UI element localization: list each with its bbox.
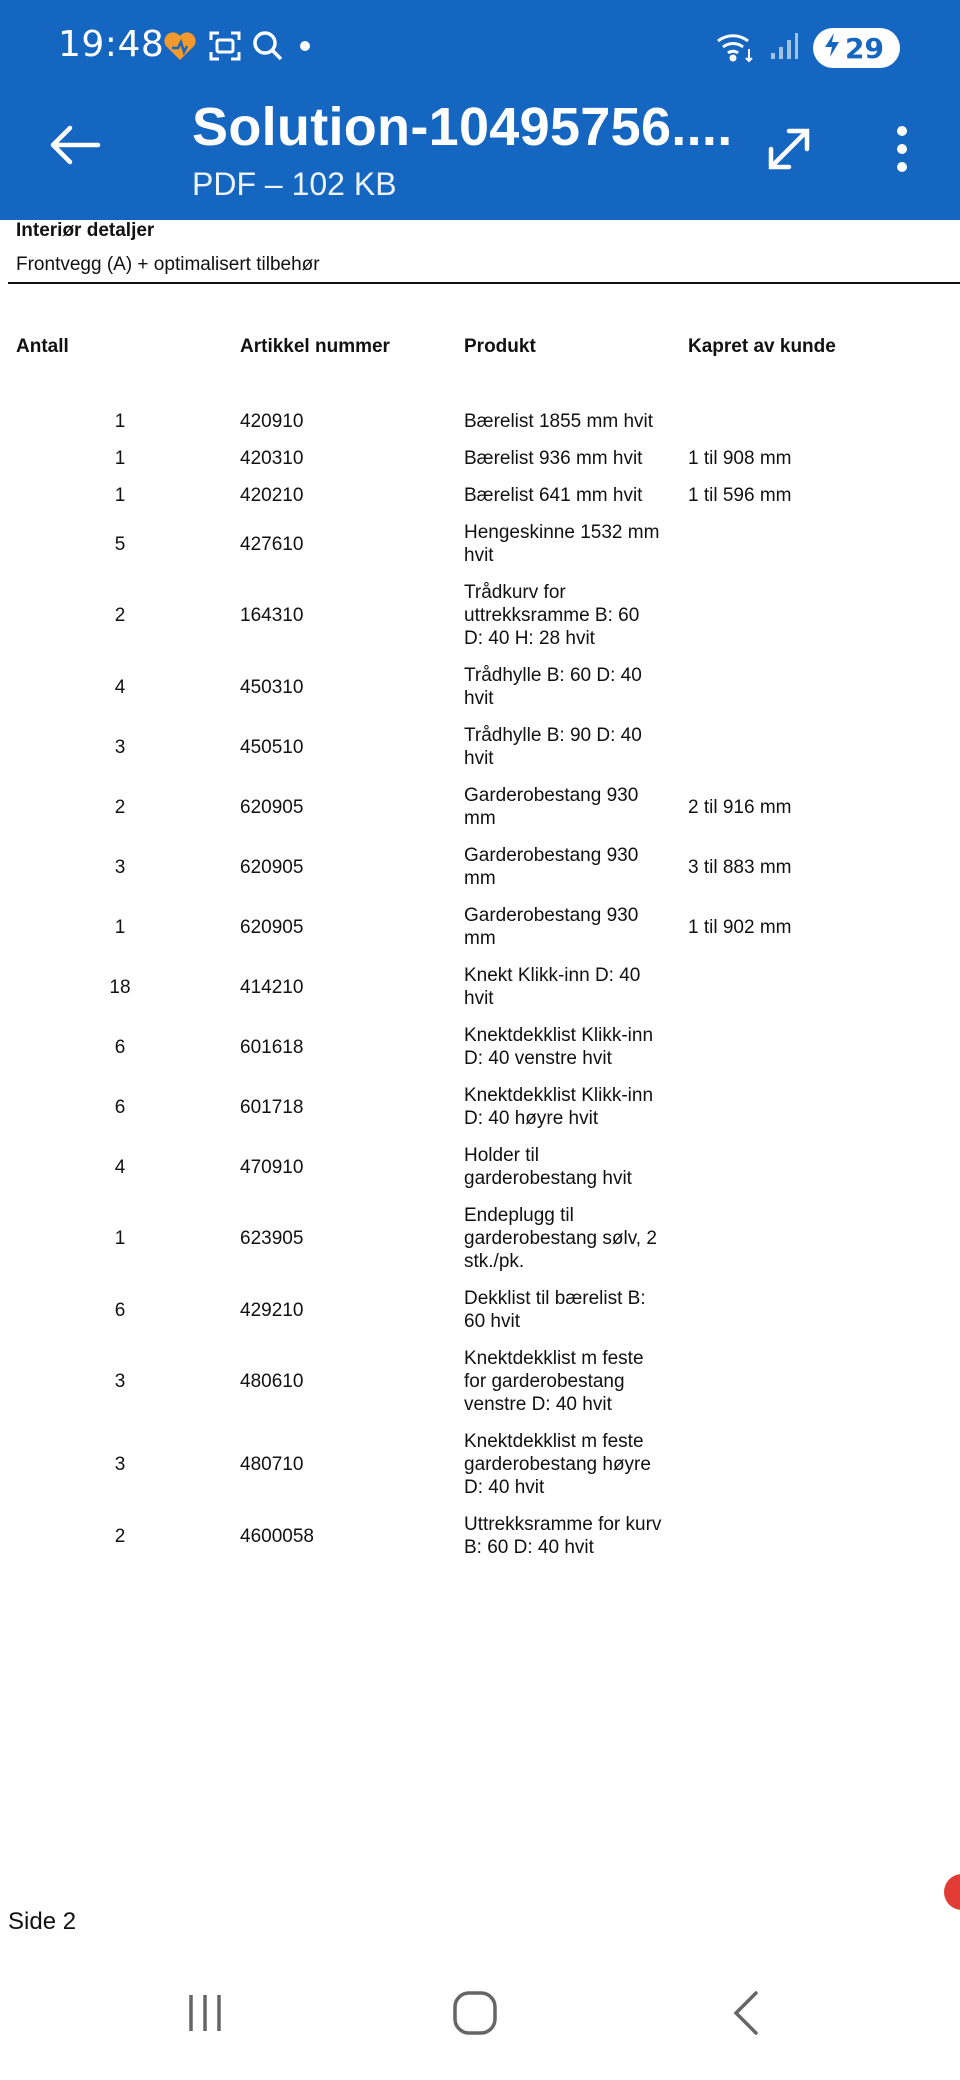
- row-qty: 18: [109, 976, 131, 998]
- row-product-line: garderobestang hvit: [464, 1168, 632, 1189]
- row-article: 620905: [240, 796, 304, 818]
- table-row: [0, 1084, 960, 1130]
- row-article: 601618: [240, 1036, 304, 1058]
- row-qty: 1: [114, 448, 126, 469]
- row-qty: 1: [114, 1228, 126, 1249]
- row-qty: 4: [114, 676, 126, 698]
- status-bar: [0, 0, 960, 95]
- expand-button[interactable]: [752, 114, 826, 188]
- row-cut: 1 til 596 mm: [688, 485, 792, 506]
- row-article: 480710: [240, 1454, 304, 1475]
- row-product-line: D: 40 venstre hvit: [464, 1048, 612, 1069]
- row-product: [464, 410, 679, 433]
- row-product-line: garderobestang sølv, 2: [464, 1228, 657, 1249]
- row-qty: 3: [114, 1371, 126, 1392]
- row-article: 4600058: [240, 1525, 314, 1547]
- row-product-line: Garderobestang 930: [464, 845, 639, 866]
- wifi-icon: [715, 29, 755, 68]
- section-subtitle: Frontvegg (A) + optimalisert tilbehør: [16, 254, 320, 275]
- header-article: Artikkel nummer: [240, 336, 390, 357]
- navigation-bar: [0, 1950, 960, 2080]
- header-cut: Kapret av kunde: [688, 336, 836, 357]
- dot-icon: [294, 35, 316, 62]
- row-qty: 1: [114, 916, 126, 938]
- row-qty: 4: [114, 1156, 126, 1178]
- row-product: [464, 784, 679, 830]
- table-row: [0, 521, 960, 567]
- row-product-line: D: 40 høyre hvit: [464, 1108, 599, 1129]
- table-row: [0, 784, 960, 830]
- table-row: [0, 484, 960, 507]
- row-qty: 3: [114, 856, 126, 878]
- row-article: 450310: [240, 676, 304, 698]
- row-cut: 1 til 902 mm: [688, 916, 792, 938]
- row-product-line: D: 40 hvit: [464, 1477, 545, 1498]
- header-product: Produkt: [464, 336, 536, 357]
- back-button[interactable]: [40, 112, 110, 182]
- row-product-line: Knektdekklist m feste: [464, 1348, 644, 1369]
- back-nav-button[interactable]: [700, 1980, 790, 2050]
- row-product-line: Hengeskinne 1532 mm: [464, 522, 660, 543]
- row-product: [464, 447, 679, 470]
- row-qty: 3: [114, 1454, 126, 1475]
- row-article: 164310: [240, 605, 304, 626]
- row-product-line: Knektdekklist m feste: [464, 1431, 644, 1452]
- recent-apps-icon: [183, 1991, 227, 2040]
- row-product-line: mm: [464, 928, 496, 949]
- row-product: [464, 484, 679, 507]
- row-article: 429210: [240, 1299, 304, 1321]
- row-article: 414210: [240, 976, 304, 998]
- row-product: [464, 521, 679, 567]
- pdf-page[interactable]: [0, 220, 960, 1950]
- more-options-button[interactable]: [876, 114, 928, 188]
- row-product: [464, 1144, 679, 1190]
- row-product: [464, 1204, 679, 1273]
- home-icon: [451, 1989, 499, 2042]
- row-qty: 2: [114, 1525, 126, 1547]
- row-product-line: Knektdekklist Klikk-inn: [464, 1085, 654, 1106]
- row-product-line: Bærelist 1855 mm hvit: [464, 411, 654, 432]
- row-product-line: mm: [464, 808, 496, 829]
- document-title: Solution-10495756....: [192, 97, 732, 157]
- row-qty: 2: [114, 605, 126, 626]
- row-product-line: Knektdekklist Klikk-inn: [464, 1025, 654, 1046]
- row-product-line: Uttrekksramme for kurv: [464, 1514, 662, 1535]
- row-cut: 3 til 883 mm: [688, 856, 792, 878]
- row-product-line: Endeplugg til: [464, 1205, 574, 1226]
- row-product-line: hvit: [464, 688, 494, 709]
- row-article: 623905: [240, 1228, 304, 1249]
- row-qty: 1: [114, 411, 126, 432]
- row-qty: 6: [114, 1096, 126, 1118]
- row-product-line: garderobestang høyre: [464, 1454, 651, 1475]
- table-row: [0, 1287, 960, 1333]
- row-product-line: D: 40 H: 28 hvit: [464, 628, 595, 649]
- row-product: [464, 1513, 679, 1559]
- signal-icon: [769, 31, 799, 66]
- row-qty: 3: [114, 736, 126, 758]
- row-cut: 2 til 916 mm: [688, 796, 792, 818]
- more-vertical-icon: [894, 125, 910, 178]
- floating-tab[interactable]: [944, 1874, 960, 1910]
- status-time: 19:48: [58, 24, 165, 65]
- row-product-line: Bærelist 936 mm hvit: [464, 448, 643, 469]
- row-product: [464, 1084, 679, 1130]
- section-title: Interiør detaljer: [16, 220, 155, 241]
- table-row: [0, 1347, 960, 1416]
- row-product: [464, 964, 679, 1010]
- status-icons-left: [162, 26, 316, 70]
- row-article: 480610: [240, 1371, 304, 1392]
- row-product: [464, 724, 679, 770]
- row-article: 450510: [240, 736, 304, 758]
- row-product-line: 60 hvit: [464, 1311, 520, 1332]
- charging-icon: [823, 32, 841, 65]
- document-subtitle: PDF – 102 KB: [192, 166, 397, 202]
- row-article: 420910: [240, 411, 304, 432]
- row-cut: 1 til 908 mm: [688, 448, 792, 469]
- row-product: [464, 1347, 679, 1416]
- row-product-line: Trådhylle B: 60 D: 40: [464, 665, 642, 686]
- heart-icon: [162, 30, 198, 67]
- table-row: [0, 664, 960, 710]
- table-row: [0, 844, 960, 890]
- row-product-line: Garderobestang 930: [464, 785, 639, 806]
- row-article: 620905: [240, 856, 304, 878]
- status-icons-right: [715, 26, 900, 70]
- row-article: 420310: [240, 448, 304, 469]
- row-product-line: Holder til: [464, 1145, 539, 1166]
- row-product: [464, 581, 679, 650]
- row-product-line: Garderobestang 930: [464, 905, 639, 926]
- row-product: [464, 1024, 679, 1070]
- row-qty: 1: [114, 485, 126, 506]
- row-product-line: hvit: [464, 748, 494, 769]
- row-product: [464, 1430, 679, 1499]
- table-row: [0, 964, 960, 1010]
- row-product: [464, 664, 679, 710]
- row-product-line: Trådkurv for: [464, 582, 566, 603]
- table-row: [0, 1430, 960, 1499]
- arrow-left-icon: [48, 123, 102, 172]
- row-article: 420210: [240, 485, 304, 506]
- battery-level: 29: [845, 31, 884, 65]
- row-product-line: hvit: [464, 545, 494, 566]
- table-row: [0, 904, 960, 950]
- row-product-line: stk./pk.: [464, 1251, 525, 1272]
- home-button[interactable]: [430, 1980, 520, 2050]
- search-icon: [252, 30, 284, 67]
- row-article: 601718: [240, 1096, 304, 1118]
- row-product-line: mm: [464, 868, 496, 889]
- row-article: 427610: [240, 533, 304, 555]
- row-product: [464, 1287, 679, 1333]
- row-article: 620905: [240, 916, 304, 938]
- table-row: [0, 1024, 960, 1070]
- table-row: [0, 1204, 960, 1273]
- table-row: [0, 581, 960, 650]
- battery-indicator: [813, 28, 900, 68]
- row-qty: 2: [114, 796, 126, 818]
- row-product-line: venstre D: 40 hvit: [464, 1394, 612, 1415]
- row-product-line: for garderobestang: [464, 1371, 625, 1392]
- top-bar: [0, 0, 960, 220]
- table-row: [0, 724, 960, 770]
- row-product-line: Dekklist til bærelist B:: [464, 1288, 646, 1309]
- row-qty: 5: [114, 533, 126, 555]
- page-label: Side 2: [8, 1908, 77, 1935]
- row-product: [464, 844, 679, 890]
- row-product-line: B: 60 D: 40 hvit: [464, 1537, 594, 1558]
- row-product-line: Trådhylle B: 90 D: 40: [464, 725, 642, 746]
- row-article: 470910: [240, 1156, 304, 1178]
- row-qty: 6: [114, 1299, 126, 1321]
- scan-icon: [208, 29, 242, 68]
- row-product-line: uttrekksramme B: 60: [464, 605, 640, 626]
- row-product-line: Bærelist 641 mm hvit: [464, 485, 643, 506]
- recent-apps-button[interactable]: [160, 1980, 250, 2050]
- row-product: [464, 904, 679, 950]
- table-row: [0, 410, 960, 433]
- header-qty: Antall: [16, 336, 69, 357]
- app-bar: [0, 92, 960, 212]
- expand-icon: [763, 123, 815, 180]
- divider: [8, 282, 960, 284]
- back-nav-icon: [730, 1989, 760, 2042]
- table-row: [0, 447, 960, 470]
- row-qty: 6: [114, 1036, 126, 1058]
- table-row: [0, 1144, 960, 1190]
- row-product-line: Knekt Klikk-inn D: 40: [464, 965, 641, 986]
- row-product-line: hvit: [464, 988, 494, 1009]
- table-row: [0, 1513, 960, 1559]
